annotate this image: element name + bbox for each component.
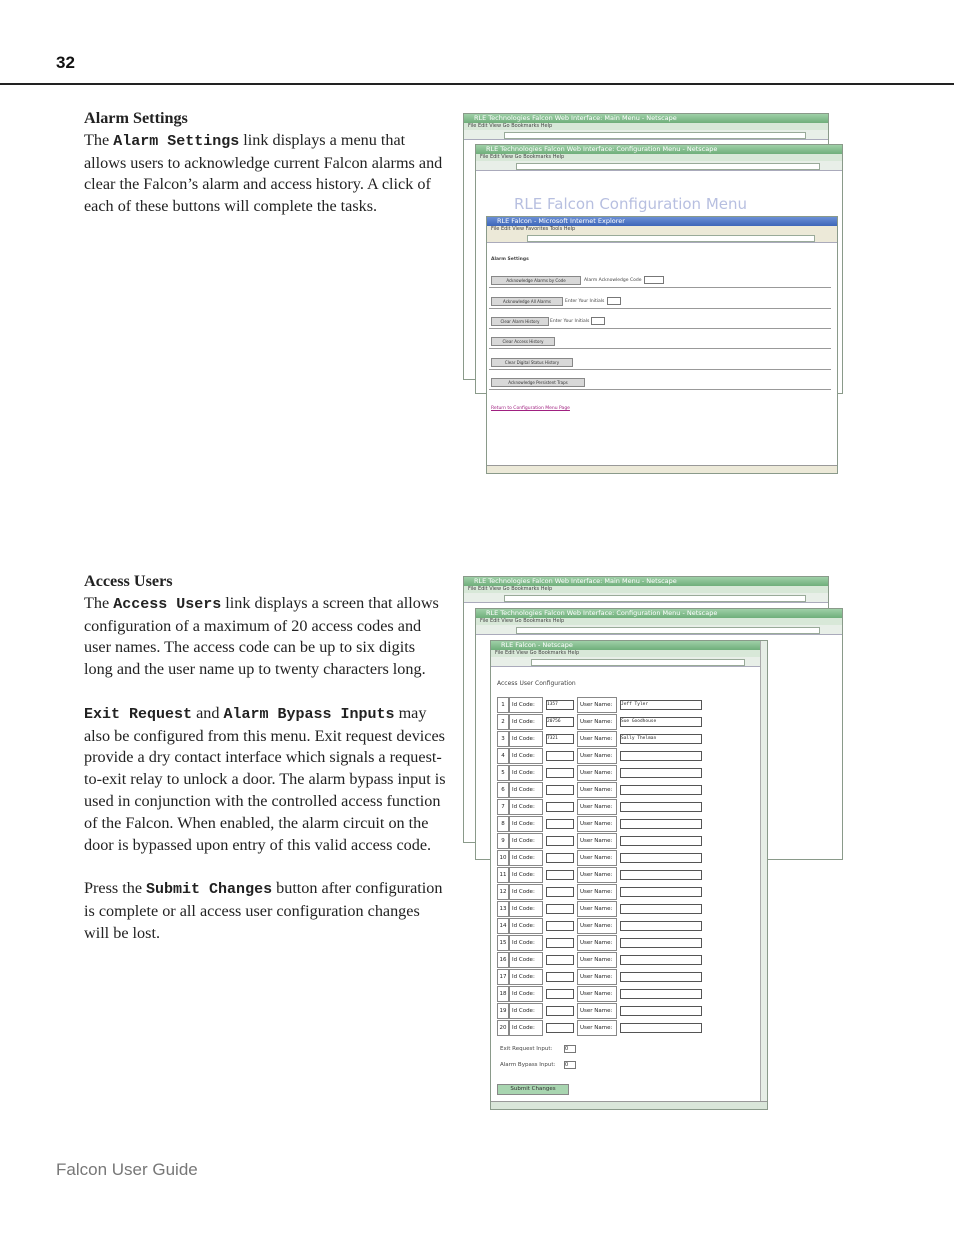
row-number: 19 <box>497 1003 509 1019</box>
toolbar <box>491 657 767 667</box>
user-name-input[interactable] <box>620 921 702 931</box>
ie-alarm-window <box>486 216 838 474</box>
access-page-heading: Access User Configuration <box>497 680 576 687</box>
user-name-label: User Name: <box>577 969 617 985</box>
user-name-label: User Name: <box>577 833 617 849</box>
alarm-page-heading: Alarm Settings <box>491 257 529 262</box>
access-user-row <box>497 834 702 848</box>
user-name-input[interactable]: Sue Goodhouse <box>620 717 702 727</box>
user-name-input[interactable] <box>620 938 702 948</box>
header-rule <box>0 83 954 85</box>
status-bar <box>487 465 837 473</box>
id-code-label: Id Code: <box>509 850 543 866</box>
row-number: 20 <box>497 1020 509 1036</box>
window-title: RLE Falcon - Netscape <box>491 641 767 650</box>
menu-bar: File Edit View Favorites Tools Help <box>487 226 837 233</box>
id-code-label: Id Code: <box>509 986 543 1002</box>
toolbar <box>476 625 842 635</box>
access-user-row <box>497 766 702 780</box>
row-number: 13 <box>497 901 509 917</box>
id-code-input[interactable] <box>546 785 574 795</box>
alarm-bypass-input[interactable]: 0 <box>564 1061 576 1069</box>
footer-title: Falcon User Guide <box>56 1160 198 1179</box>
user-name-label: User Name: <box>577 1020 617 1036</box>
access-users-section <box>84 571 446 966</box>
row-number: 14 <box>497 918 509 934</box>
initials-input-1[interactable] <box>607 297 621 305</box>
id-code-label: Id Code: <box>509 748 543 764</box>
window-title: RLE Falcon - Microsoft Internet Explorer <box>487 217 837 226</box>
user-name-label: User Name: <box>577 765 617 781</box>
access-user-row <box>497 953 702 967</box>
user-name-label: User Name: <box>577 850 617 866</box>
id-code-label: Id Code: <box>509 765 543 781</box>
id-code-input[interactable]: 1357 <box>546 700 574 710</box>
clear-digital-status-button[interactable]: Clear Digital Status History <box>491 358 573 367</box>
id-code-label: Id Code: <box>509 697 543 713</box>
row-number: 10 <box>497 850 509 866</box>
row-number: 3 <box>497 731 509 747</box>
ack-code-input[interactable] <box>644 276 664 284</box>
alarm-bypass-label: Alarm Bypass Input: <box>500 1062 556 1068</box>
divider <box>489 287 831 288</box>
id-code-label: Id Code: <box>509 833 543 849</box>
p2-rest: may also be configured from this menu. Exit request devices provide a dry contact interface which signals a request-to-exit relay to unlock a door. The alarm bypass input is used in conjunction with the controlled access function of the Falcon. When enabled, the alarm circuit on the door is bypassed upon entry of this valid access code. <box>84 703 446 854</box>
id-code-input[interactable] <box>546 819 574 829</box>
row-number: 18 <box>497 986 509 1002</box>
menu-bar: File Edit View Go Bookmarks Help <box>476 154 842 161</box>
return-config-link[interactable]: Return to Configuration Menu Page <box>491 406 570 411</box>
row-number: 15 <box>497 935 509 951</box>
user-name-label: User Name: <box>577 731 617 747</box>
id-code-input[interactable] <box>546 1006 574 1016</box>
toolbar <box>487 233 837 243</box>
access-user-row <box>497 1004 702 1018</box>
submit-changes-button[interactable]: Submit Changes <box>497 1084 569 1095</box>
access-user-window <box>490 640 768 1110</box>
alarm-settings-heading: Alarm Settings <box>84 109 188 127</box>
id-code-label: Id Code: <box>509 901 543 917</box>
window-title: RLE Technologies Falcon Web Interface: Configuration Menu - Netscape <box>476 609 842 618</box>
user-name-label: User Name: <box>577 935 617 951</box>
toolbar <box>476 161 842 171</box>
row-number: 9 <box>497 833 509 849</box>
p1-lead: The <box>84 593 110 612</box>
clear-access-history-button[interactable]: Clear Access History <box>491 337 555 346</box>
access-user-row <box>497 919 702 933</box>
user-name-input[interactable] <box>620 955 702 965</box>
user-name-label: User Name: <box>577 952 617 968</box>
row-number: 2 <box>497 714 509 730</box>
menu-bar: File Edit View Go Bookmarks Help <box>464 586 828 593</box>
ack-all-button[interactable]: Acknowledge All Alarms <box>491 297 563 306</box>
user-name-input[interactable] <box>620 1006 702 1016</box>
user-name-input[interactable] <box>620 853 702 863</box>
id-code-input[interactable] <box>546 904 574 914</box>
divider <box>489 328 831 329</box>
ack-persistent-traps-button[interactable]: Acknowledge Persistent Traps <box>491 378 585 387</box>
menu-bar: File Edit View Go Bookmarks Help <box>476 618 842 625</box>
access-user-row <box>497 902 702 916</box>
divider <box>489 389 831 390</box>
alarm-lead: The <box>84 130 110 149</box>
divider <box>489 348 831 349</box>
access-user-row <box>497 817 702 831</box>
row-number: 16 <box>497 952 509 968</box>
alarm-settings-paragraph <box>84 130 446 218</box>
user-name-label: User Name: <box>577 697 617 713</box>
id-code-label: Id Code: <box>509 918 543 934</box>
user-name-label: User Name: <box>577 901 617 917</box>
id-code-label: Id Code: <box>509 714 543 730</box>
id-code-label: Id Code: <box>509 952 543 968</box>
id-code-input[interactable]: 20756 <box>546 717 574 727</box>
id-code-input[interactable] <box>546 955 574 965</box>
user-name-input[interactable]: Jeff Tyler <box>620 700 702 710</box>
access-user-row <box>497 800 702 814</box>
id-code-label: Id Code: <box>509 782 543 798</box>
user-name-label: User Name: <box>577 816 617 832</box>
id-code-input[interactable] <box>546 836 574 846</box>
access-users-paragraph-3 <box>84 878 446 944</box>
access-user-row <box>497 885 702 899</box>
alarm-settings-code: Alarm Settings <box>113 132 240 150</box>
clear-alarm-history-button[interactable]: Clear Alarm History <box>491 317 549 326</box>
window-title: RLE Technologies Falcon Web Interface: Main Menu - Netscape <box>464 577 828 586</box>
id-code-label: Id Code: <box>509 935 543 951</box>
user-name-label: User Name: <box>577 748 617 764</box>
id-code-input[interactable] <box>546 938 574 948</box>
row-number: 7 <box>497 799 509 815</box>
ack-code-label: Alarm Acknowledge Code <box>584 278 642 283</box>
id-code-label: Id Code: <box>509 969 543 985</box>
id-code-label: Id Code: <box>509 731 543 747</box>
access-users-code: Access Users <box>113 595 222 613</box>
access-user-row <box>497 936 702 950</box>
submit-changes-code: Submit Changes <box>146 881 273 899</box>
page-number: 32 <box>56 53 75 72</box>
access-user-row <box>497 698 702 712</box>
id-code-label: Id Code: <box>509 816 543 832</box>
id-code-label: Id Code: <box>509 867 543 883</box>
id-code-input[interactable] <box>546 989 574 999</box>
user-name-label: User Name: <box>577 782 617 798</box>
user-name-label: User Name: <box>577 867 617 883</box>
access-user-row <box>497 732 702 746</box>
address-bar <box>527 235 815 242</box>
id-code-input[interactable] <box>546 853 574 863</box>
address-bar <box>504 595 806 602</box>
user-name-label: User Name: <box>577 714 617 730</box>
user-name-input[interactable] <box>620 972 702 982</box>
initials-label-1: Enter Your Initials <box>565 299 605 304</box>
user-name-input[interactable] <box>620 751 702 761</box>
user-name-label: User Name: <box>577 1003 617 1019</box>
alarm-bypass-code: Alarm Bypass Inputs <box>223 705 395 723</box>
id-code-input[interactable] <box>546 751 574 761</box>
divider <box>489 369 831 370</box>
row-number: 11 <box>497 867 509 883</box>
address-bar <box>504 132 806 139</box>
id-code-input[interactable] <box>546 768 574 778</box>
access-users-heading: Access Users <box>84 572 173 590</box>
access-user-row <box>497 783 702 797</box>
window-title: RLE Technologies Falcon Web Interface: Configuration Menu - Netscape <box>476 145 842 154</box>
access-user-row <box>497 851 702 865</box>
access-user-row <box>497 970 702 984</box>
p2-and: and <box>196 703 220 722</box>
user-name-input[interactable] <box>620 819 702 829</box>
user-name-input[interactable] <box>620 802 702 812</box>
user-name-input[interactable] <box>620 904 702 914</box>
window-title: RLE Technologies Falcon Web Interface: Main Menu - Netscape <box>464 114 828 123</box>
user-name-label: User Name: <box>577 799 617 815</box>
user-name-label: User Name: <box>577 884 617 900</box>
address-bar <box>516 627 820 634</box>
id-code-input[interactable] <box>546 870 574 880</box>
access-user-row <box>497 868 702 882</box>
id-code-input[interactable] <box>546 887 574 897</box>
vertical-scrollbar[interactable] <box>760 641 767 1109</box>
row-number: 4 <box>497 748 509 764</box>
address-bar <box>516 163 820 170</box>
exit-request-code: Exit Request <box>84 705 193 723</box>
row-number: 8 <box>497 816 509 832</box>
id-code-label: Id Code: <box>509 1003 543 1019</box>
id-code-input[interactable] <box>546 802 574 812</box>
row-number: 17 <box>497 969 509 985</box>
user-name-input[interactable] <box>620 887 702 897</box>
id-code-input[interactable] <box>546 921 574 931</box>
row-number: 5 <box>497 765 509 781</box>
p1-rest: link displays a screen that allows configuration of a maximum of 20 access codes and user names. The access code can be up to six digits long and the user name up to twenty characters long. <box>84 593 439 679</box>
user-name-input[interactable] <box>620 836 702 846</box>
address-bar <box>531 659 745 666</box>
id-code-label: Id Code: <box>509 799 543 815</box>
user-name-input[interactable] <box>620 785 702 795</box>
toolbar <box>464 130 828 140</box>
user-name-input[interactable] <box>620 1023 702 1033</box>
p3-lead: Press the <box>84 879 142 898</box>
ack-by-code-button[interactable]: Acknowledge Alarms by Code <box>491 276 581 285</box>
exit-request-input[interactable]: 0 <box>564 1045 576 1053</box>
row-number: 6 <box>497 782 509 798</box>
status-bar <box>491 1101 767 1109</box>
user-name-input[interactable] <box>620 870 702 880</box>
user-name-label: User Name: <box>577 918 617 934</box>
alarm-settings-section <box>84 108 446 240</box>
alarm-rest: link displays a menu that allows users to acknowledge current Falcon alarms and clear the Falcon’s alarm and access history. A click of each of these buttons will complete the tasks. <box>84 130 443 216</box>
user-name-input[interactable] <box>620 989 702 999</box>
access-users-paragraph-2 <box>84 703 446 857</box>
user-name-input[interactable]: Sally Thelman <box>620 734 702 744</box>
menu-bar: File Edit View Go Bookmarks Help <box>464 123 828 130</box>
access-user-row <box>497 1021 702 1035</box>
id-code-input[interactable] <box>546 972 574 982</box>
id-code-label: Id Code: <box>509 1020 543 1036</box>
id-code-label: Id Code: <box>509 884 543 900</box>
id-code-input[interactable] <box>546 1023 574 1033</box>
initials-label-2: Enter Your Initials <box>550 319 590 324</box>
user-name-input[interactable] <box>620 768 702 778</box>
access-user-row <box>497 987 702 1001</box>
id-code-input[interactable]: 7321 <box>546 734 574 744</box>
config-heading: RLE Falcon Configuration Menu <box>514 195 748 213</box>
access-user-row <box>497 715 702 729</box>
access-users-paragraph-1 <box>84 593 446 681</box>
toolbar <box>464 593 828 603</box>
user-name-label: User Name: <box>577 986 617 1002</box>
access-user-row <box>497 749 702 763</box>
divider <box>489 308 831 309</box>
menu-bar: File Edit View Go Bookmarks Help <box>491 650 767 657</box>
row-number: 1 <box>497 697 509 713</box>
row-number: 12 <box>497 884 509 900</box>
exit-request-label: Exit Request Input: <box>500 1046 553 1052</box>
initials-input-2[interactable] <box>591 317 605 325</box>
p3-rest: button after configuration is complete or all access user configuration changes will be lost. <box>84 879 443 942</box>
